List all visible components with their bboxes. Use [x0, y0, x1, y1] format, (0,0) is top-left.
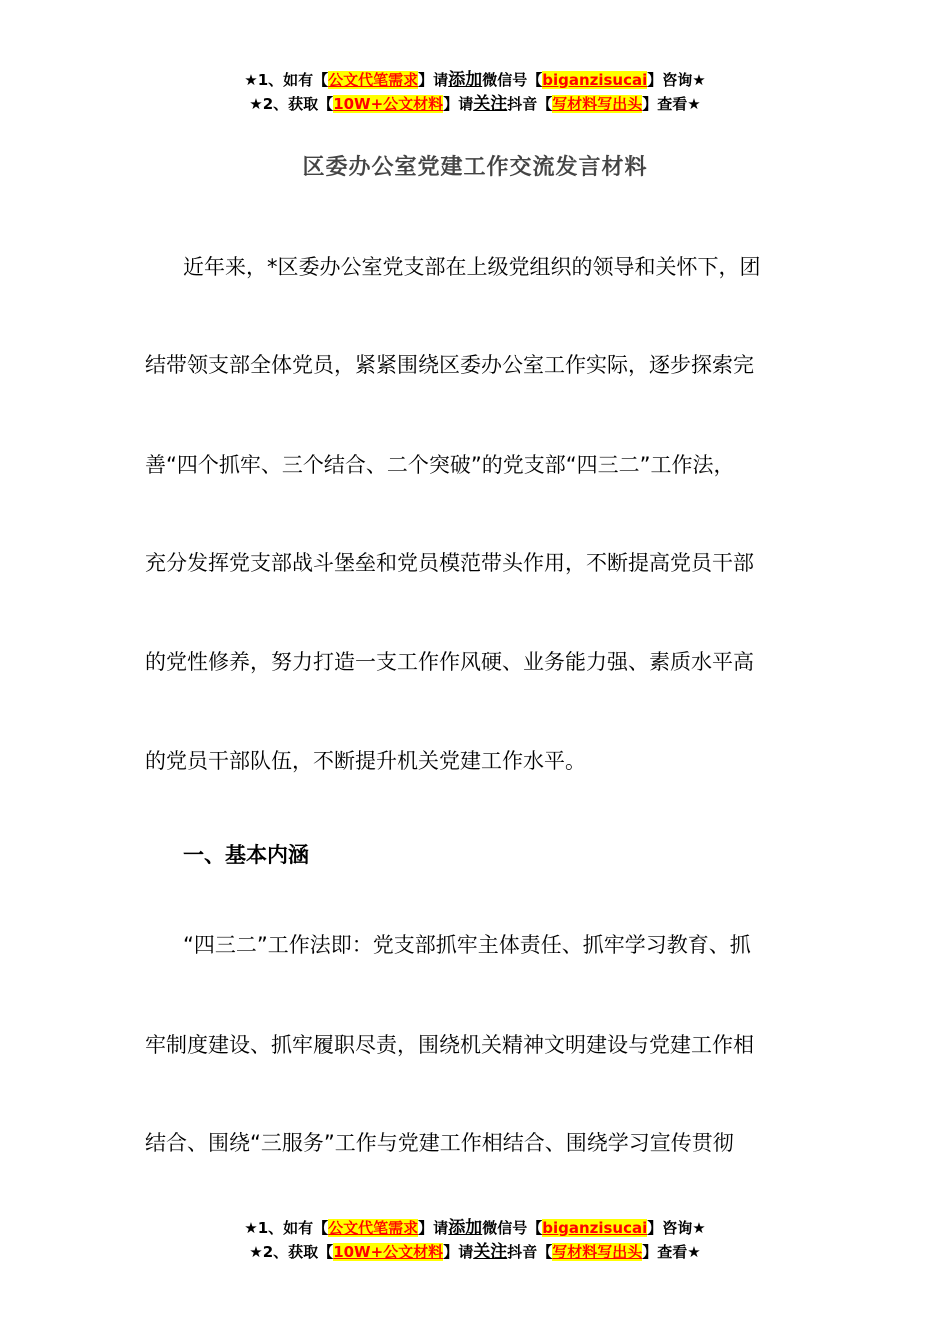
- banner-underline: 添加: [448, 70, 483, 90]
- banner-text: 抖音【: [507, 1243, 553, 1261]
- banner-underline: 关注: [473, 94, 508, 114]
- banner-wechat-id: biganzisucai: [542, 71, 648, 89]
- banner-line-2: [0, 1240, 950, 1264]
- banner-text: 】请: [418, 71, 449, 89]
- banner-text: 】咨询★: [647, 71, 706, 89]
- banner-text: ★2、获取【: [249, 1243, 334, 1261]
- banner-line-1: [0, 1216, 950, 1240]
- banner-highlight: 公文代笔需求: [328, 71, 419, 89]
- section-heading: 一、基本内涵: [183, 843, 309, 867]
- paragraph-line: 近年来，*区委办公室党支部在上级党组织的领导和关怀下，团: [183, 255, 761, 279]
- banner-text: 】查看★: [642, 1243, 701, 1261]
- banner-text: ★1、如有【: [244, 1219, 329, 1237]
- banner-highlight: 写材料写出头: [552, 1243, 643, 1261]
- banner-text: 】咨询★: [647, 1219, 706, 1237]
- paragraph-line: 善“四个抓牢、三个结合、二个突破”的党支部“四三二”工作法，: [145, 453, 735, 477]
- footer-banner: [0, 1216, 950, 1264]
- banner-underline: 添加: [448, 1218, 483, 1238]
- paragraph-line: 充分发挥党支部战斗堡垒和党员模范带头作用，不断提高党员干部: [145, 551, 754, 575]
- banner-highlight: 10W+公文材料: [333, 95, 444, 113]
- banner-text: ★1、如有【: [244, 71, 329, 89]
- paragraph-line: 结带领支部全体党员，紧紧围绕区委办公室工作实际，逐步探索完: [145, 353, 754, 377]
- banner-text: ★2、获取【: [249, 95, 334, 113]
- paragraph-line: “四三二”工作法即：党支部抓牢主体责任、抓牢学习教育、抓: [183, 933, 751, 957]
- banner-text: 微信号【: [482, 1219, 543, 1237]
- paragraph-line: 的党性修养，努力打造一支工作作风硬、业务能力强、素质水平高: [145, 650, 754, 674]
- banner-wechat-id: biganzisucai: [542, 1219, 648, 1237]
- banner-highlight: 写材料写出头: [552, 95, 643, 113]
- banner-text: 】查看★: [642, 95, 701, 113]
- paragraph-line: 牢制度建设、抓牢履职尽责，围绕机关精神文明建设与党建工作相: [145, 1033, 754, 1057]
- banner-text: 】请: [443, 1243, 474, 1261]
- banner-text: 微信号【: [482, 71, 543, 89]
- banner-text: 抖音【: [507, 95, 553, 113]
- banner-line-2: [0, 92, 950, 116]
- banner-text: 】请: [418, 1219, 449, 1237]
- banner-underline: 关注: [473, 1242, 508, 1262]
- banner-text: 】请: [443, 95, 474, 113]
- paragraph-line: 结合、围绕“三服务”工作与党建工作相结合、围绕学习宣传贯彻: [145, 1131, 734, 1155]
- paragraph-line: 的党员干部队伍，不断提升机关党建工作水平。: [145, 749, 586, 773]
- header-banner: [0, 68, 950, 116]
- banner-line-1: [0, 68, 950, 92]
- banner-highlight: 公文代笔需求: [328, 1219, 419, 1237]
- banner-highlight: 10W+公文材料: [333, 1243, 444, 1261]
- document-title: 区委办公室党建工作交流发言材料: [302, 155, 648, 180]
